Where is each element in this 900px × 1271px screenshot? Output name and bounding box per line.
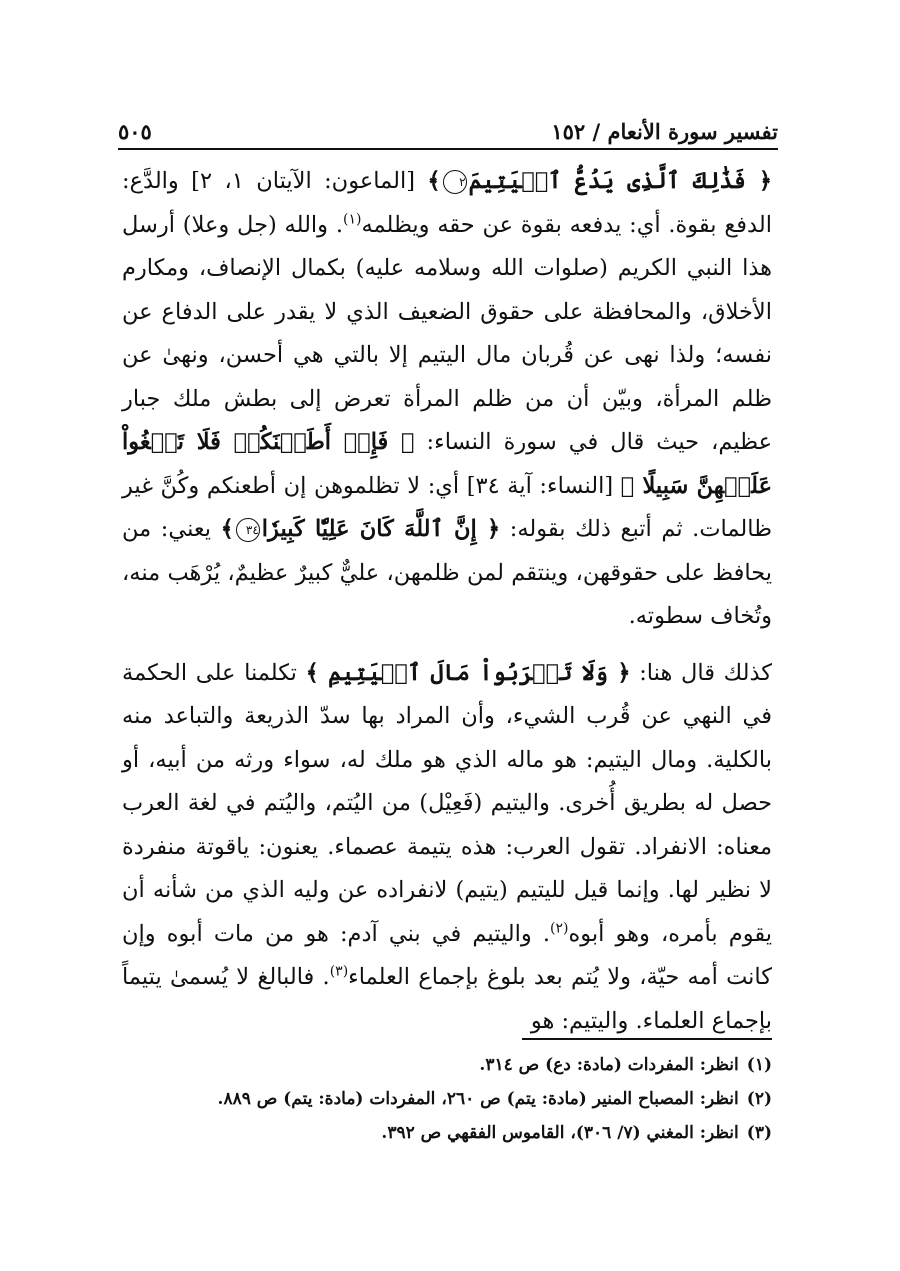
footnote-ref: (١) [342, 211, 362, 227]
page-number: ٥٠٥ [118, 119, 152, 144]
footnote-3 [122, 1116, 772, 1150]
quran-verse: ﴿ وَلَا تَقۡرَبُواْ مَالَ ٱلۡيَتِيمِ ﴾ [305, 659, 631, 686]
footnote-text: انظر: المفردات (مادة: دع) ص ٣١٤. [479, 1055, 739, 1075]
paragraph-1 [122, 160, 772, 639]
footnote-text: انظر: المغني (٧/ ٣٠٦)، القاموس الفقهي ص ٣٩٢. [381, 1123, 739, 1143]
quran-verse: ﴿ فَذَٰلِكَ ٱلَّذِى يَدُعُّ ٱلۡيَتِيمَ [468, 168, 773, 194]
footnote-number: (١) [746, 1055, 772, 1075]
ayah-number-marker: ٢ [443, 170, 467, 194]
footnote-2 [122, 1082, 772, 1116]
text-run: . فالبالغ لا يُسمىٰ يتيماً بإجماع العلماء. واليتيم: هو [122, 964, 772, 1034]
footnote-ref: (٣) [329, 963, 349, 980]
footnote-rule [522, 1038, 772, 1040]
text-run: . والله (جل وعلا) أرسل هذا النبي الكريم (صلوات الله وسلامه عليه) بكمال الإنصاف، ومكارم الأخلاق، والمحافظة على حقوق الضعيف الذي لا يقدر على الدفاع عن نفسه؛ ولذا نهى عن قُربان مال اليتيم إلا بالتي هي أحسن، ونهىٰ عن ظلم المرأة، وبيّن أن من ظلم المرأة تعرض إلى بطش ملك جبار عظيم، حيث قال في سورة النساء: [122, 211, 772, 455]
text-run: [النساء: آية ٣٤] أي: لا تظلموهن إن أطعنكم وكُنَّ غير ظالمات. ثم أتبع ذلك بقوله: [122, 472, 773, 542]
footnote-ref: (٢) [550, 920, 569, 936]
ayah-number-marker: ٣٤ [236, 518, 260, 542]
footnote-text: انظر: المصباح المنير (مادة: يتم) ص ٢٦٠، المفردات (مادة: يتم) ص ٨٨٩. [217, 1089, 739, 1109]
quran-bracket: ﴾ [427, 168, 441, 194]
footnote-1 [122, 1048, 772, 1082]
paragraph-2 [122, 652, 772, 1044]
text-run: يعني: من يحافظ على حقوقهن، وينتقم لمن ظلمهن، عليٌّ كبيرٌ عظيمٌ، يُرْهَب منه، وتُخاف سطوته. [122, 516, 772, 629]
running-header [118, 104, 778, 144]
footnote-number: (٣) [746, 1123, 772, 1143]
footnote-number: (٢) [746, 1089, 772, 1109]
quran-verse: ﴿ فَإِنۡ أَطَعۡنَكُمۡ فَلَا تَبۡغُواْ عَلَيۡهِنَّ سَبِيلًا ﴾ [122, 429, 772, 499]
footnotes [122, 1048, 772, 1150]
header-title: تفسير سورة الأنعام / ١٥٢ [551, 119, 778, 144]
header-rule [118, 148, 778, 150]
text-run: . واليتيم في بني آدم: هو من مات أبوه وإن كانت أمه حيّة، ولا يُتم بعد بلوغ بإجماع العلماء [122, 920, 772, 990]
quran-bracket: ﴾ [220, 516, 234, 542]
text-run: تكلمنا على الحكمة في النهي عن قُرب الشيء، وأن المراد بها سدّ الذريعة والتباعد منه بالكلية. ومال اليتيم: هو ماله الذي هو ملك له، سواء ورثه من أبيه، أو حصل له بطريق أُخرى. واليتيم (فَعِيْل) من اليُتم، واليُتم في لغة العرب معناه: الانفراد. تقول العرب: هذه يتيمة عصماء. يعنون: ياقوتة منفردة لا نظير لها. وإنما قيل لليتيم (يتيم) لانفراده عن وليه الذي من شأنه أن يقوم بأمره، وهو أبوه [122, 659, 772, 947]
body-text [122, 160, 772, 1043]
text-run: كذلك قال هنا: [630, 659, 772, 686]
text-run: [الماعون: الآيتان ١، ٢] والدَّع: الدفع بقوة. أي: يدفعه بقوة عن حقه ويظلمه [122, 168, 772, 238]
quran-verse: ﴿ إِنَّ ٱللَّهَ كَانَ عَلِيّٗا كَبِيرٗا [261, 516, 501, 542]
